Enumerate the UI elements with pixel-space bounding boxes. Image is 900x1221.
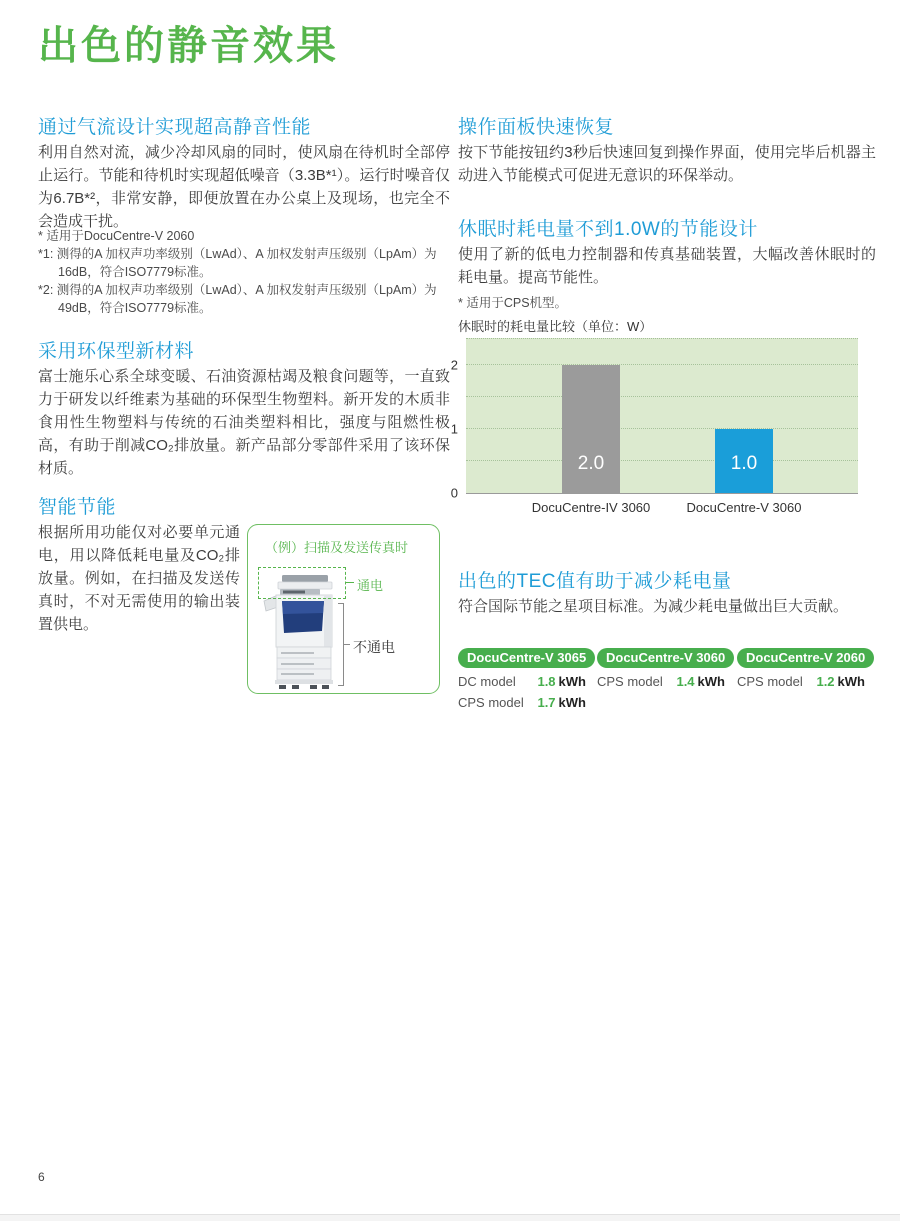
y-axis-tick: 0 — [450, 485, 458, 501]
tec-value: 1.4 — [676, 674, 695, 689]
tec-value: 1.7 — [537, 695, 556, 710]
heading-panel-recovery: 操作面板快速恢复 — [458, 117, 615, 138]
x-axis-labels — [466, 494, 858, 514]
x-axis-label: DocuCentre-V 3060 — [686, 500, 802, 515]
footnote-line: *2: 测得的A 加权声功率级别（LwAd）、A 加权发射声压级别（LpAm）为49dB，符合ISO7779标准。 — [38, 283, 437, 315]
body-tec-value: 符合国际节能之星项目标准。为减少耗电量做出巨大贡献。 — [458, 598, 849, 615]
powered-label: 通电 — [357, 578, 384, 593]
page-number: 6 — [38, 1170, 45, 1184]
power-example-diagram — [247, 524, 440, 694]
bar-value-label: 2.0 — [577, 453, 605, 474]
model-badge: DocuCentre-V 3065 — [458, 648, 595, 668]
model-badge: DocuCentre-V 2060 — [737, 648, 874, 668]
footnotes-airflow — [38, 227, 454, 317]
y-axis-tick: 1 — [450, 421, 458, 437]
tec-value: 1.8 — [537, 674, 556, 689]
gridline — [466, 364, 858, 365]
tec-unit: kWh — [697, 674, 725, 689]
chart-caption: 休眠时的耗电量比较（单位：W） — [458, 319, 653, 334]
gridline — [466, 460, 858, 461]
body-airflow-quiet: 利用自然对流，减少冷却风扇的同时，使风扇在待机时全部停止运行。节能和待机时实现超低噪音（3.3B*¹）。运行时噪音仅为6.7B*²，非常安静，即便放置在办公桌上及现场，也完全不会造成干扰。 — [38, 144, 450, 230]
diagram-title: （例）扫描及发送传真时 — [265, 540, 409, 555]
tec-row — [597, 674, 725, 689]
tec-unit: kWh — [837, 674, 865, 689]
footnote-line: * 适用于DocuCentre-V 2060 — [38, 229, 195, 243]
tec-row — [737, 674, 865, 689]
bar-docucentre-v-3060 — [715, 429, 773, 493]
powered-leader-line — [346, 582, 354, 583]
bar-value-label: 1.0 — [730, 453, 758, 474]
unpowered-label: 不通电 — [353, 639, 395, 655]
heading-smart-saving: 智能节能 — [38, 497, 117, 518]
page-title: 出色的静音效果 — [38, 24, 339, 68]
tec-measure — [676, 674, 725, 689]
heading-tec-value: 出色的TEC值有助于减少耗电量 — [458, 571, 732, 592]
unpowered-bracket-top — [338, 603, 344, 604]
gridline — [466, 428, 858, 429]
body-eco-materials: 富士施乐心系全球变暖、石油资源枯竭及粮食问题等，一直致力于研发以纤维素为基础的环保型生物塑料。新开发的木质非食用性生物塑料与传统的石油类塑料相比，强度与阻燃性极高，有助于削减CO₂排放量。新产品部分零部件采用了该环保材质。 — [38, 368, 450, 477]
tec-row — [458, 674, 586, 689]
bar-docucentre-iv-3060 — [562, 365, 620, 493]
tec-measure — [537, 674, 586, 689]
tec-unit: kWh — [558, 695, 586, 710]
tec-unit: kWh — [558, 674, 586, 689]
sleep-power-bar-chart — [450, 338, 858, 501]
tec-measure — [816, 674, 865, 689]
model-badge: DocuCentre-V 3060 — [597, 648, 734, 668]
model-type-label: CPS model — [458, 695, 524, 710]
body-panel-recovery: 按下节能按钮约3秒后快速回复到操作界面，使用完毕后机器主动进入节能模式可促进无意识的环保举动。 — [458, 144, 876, 184]
footnote-line: *1: 测得的A 加权声功率级别（LwAd）、A 加权发射声压级别（LpAm）为16dB，符合ISO7779标准。 — [38, 247, 437, 279]
gridline — [466, 396, 858, 397]
body-smart-saving: 根据所用功能仅对必要单元通电，用以降低耗电量及CO₂排放量。例如，在扫描及发送传真时，不对无需使用的输出装置供电。 — [38, 524, 240, 633]
tec-card-3065 — [458, 648, 586, 710]
tec-value: 1.2 — [816, 674, 835, 689]
tec-card-3060 — [597, 648, 725, 689]
x-axis-label: DocuCentre-IV 3060 — [531, 500, 651, 515]
y-axis-tick: 2 — [450, 357, 458, 373]
heading-sleep-power: 休眠时耗电量不到1.0W的节能设计 — [458, 219, 758, 240]
page-bottom-edge — [0, 1214, 900, 1221]
model-type-label: CPS model — [597, 674, 663, 689]
tec-measure — [537, 695, 586, 710]
footnote-sleep: * 适用于CPS机型。 — [458, 296, 568, 310]
heading-airflow-quiet: 通过气流设计实现超高静音性能 — [38, 117, 312, 138]
powered-zone-outline — [258, 567, 346, 599]
model-type-label: CPS model — [737, 674, 803, 689]
unpowered-leader-line — [343, 644, 350, 645]
body-sleep-power: 使用了新的低电力控制器和传真基础装置，大幅改善休眠时的耗电量。提高节能性。 — [458, 246, 876, 286]
tec-card-2060 — [737, 648, 865, 689]
model-type-label: DC model — [458, 674, 516, 689]
tec-row — [458, 695, 586, 710]
heading-eco-materials: 采用环保型新材料 — [38, 341, 195, 362]
unpowered-bracket-bottom — [338, 685, 344, 686]
